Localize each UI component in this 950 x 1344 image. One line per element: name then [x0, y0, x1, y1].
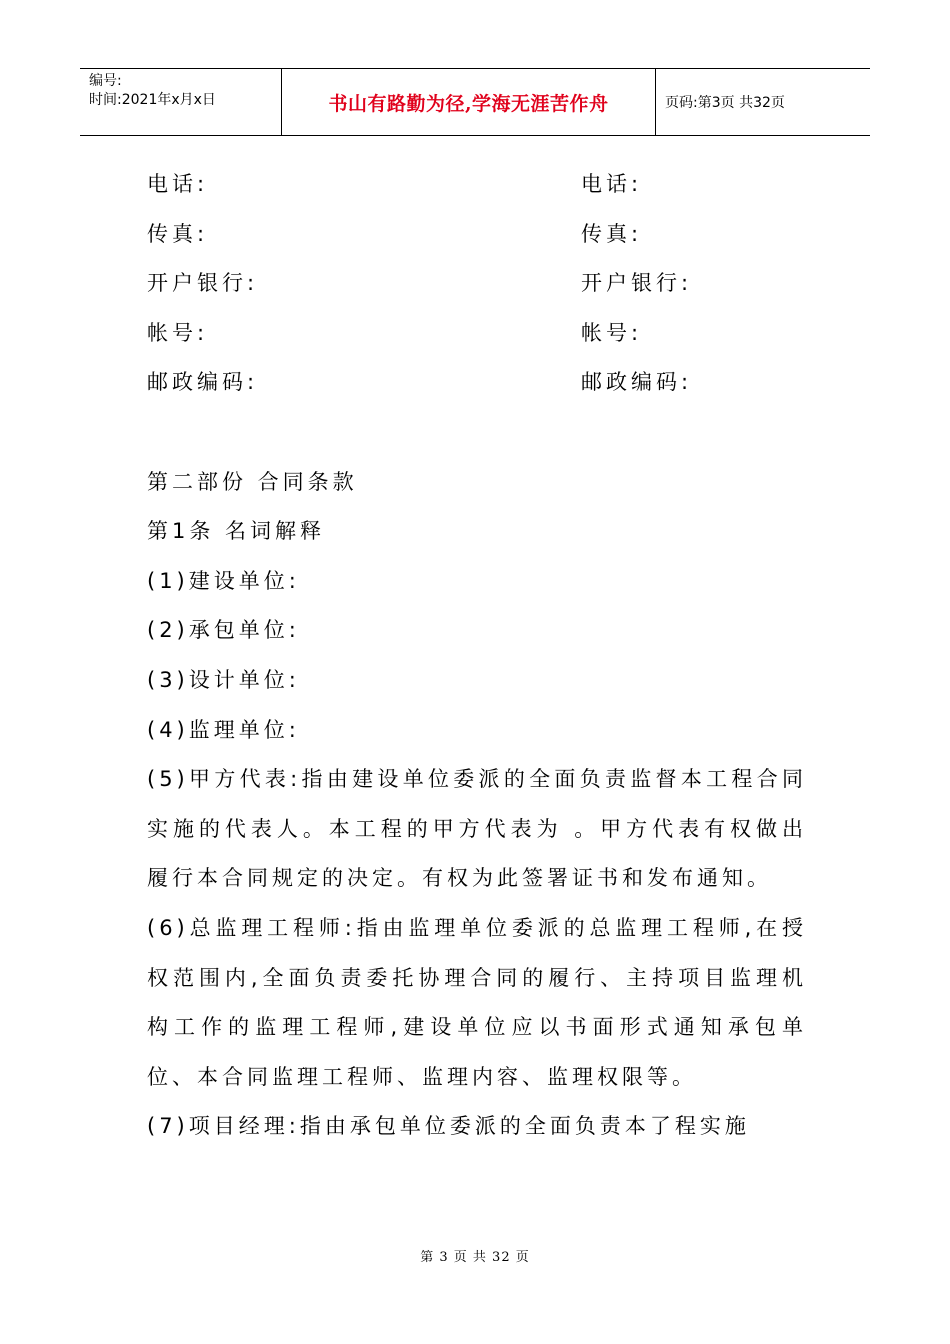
contact-field-left: 电话:: [147, 172, 209, 196]
definition-paragraph: (6)总监理工程师:指由监理单位委派的总监理工程师,在授权范围内,全面负责委托协理合同的履行、主持项目监理机构工作的监理工程师,建设单位应以书面形式通知承包单位、本合同监理工程师、监理内容、监理权限等。: [147, 915, 807, 1089]
definition-item: (3)设计单位:: [147, 667, 300, 692]
page-header: [80, 68, 870, 136]
spacer: [147, 408, 807, 458]
number-label: 编号:: [89, 73, 122, 89]
definition-paragraph: (5)甲方代表:指由建设单位委派的全面负责监督本工程合同实施的代表人。本工程的甲方代表为 。甲方代表有权做出履行本合同规定的决定。有权为此签署证书和发布通知。: [147, 767, 807, 891]
page-footer: 第 3 页 共 32 页: [420, 1250, 530, 1265]
header-meta: [80, 69, 282, 135]
article-title: 第1条 名词解释: [147, 519, 326, 544]
contact-field-right: 邮政编码:: [581, 370, 693, 395]
contact-field-left: 开户银行:: [147, 271, 259, 296]
contact-row: [147, 358, 807, 408]
definition-item: (2)承包单位:: [147, 618, 300, 643]
contact-field-right: 开户银行:: [581, 271, 693, 296]
contact-field-left: 传真:: [147, 221, 209, 246]
definition-item: (4)监理单位:: [147, 717, 300, 742]
contact-field-right: 传真:: [581, 221, 643, 246]
section-title: 第二部份 合同条款: [147, 469, 358, 494]
contact-row: [147, 309, 807, 359]
contact-row: [147, 210, 807, 260]
contact-field-right: 帐号:: [581, 320, 643, 345]
contact-row: [147, 160, 807, 210]
definition-paragraph: (7)项目经理:指由承包单位委派的全面负责本了程实施: [147, 1114, 750, 1139]
header-motto: 书山有路勤为径,学海无涯苦作舟: [282, 69, 656, 135]
header-page-info: 页码:第3页 共32页: [665, 95, 785, 111]
contact-field-left: 帐号:: [147, 320, 209, 345]
definition-item: (1)建设单位:: [147, 568, 300, 593]
contact-row: [147, 259, 807, 309]
time-label: 时间:2021年x月x日: [89, 92, 216, 108]
contact-field-left: 邮政编码:: [147, 370, 259, 395]
contact-field-right: 电话:: [581, 172, 643, 196]
document-body: [147, 160, 807, 1152]
